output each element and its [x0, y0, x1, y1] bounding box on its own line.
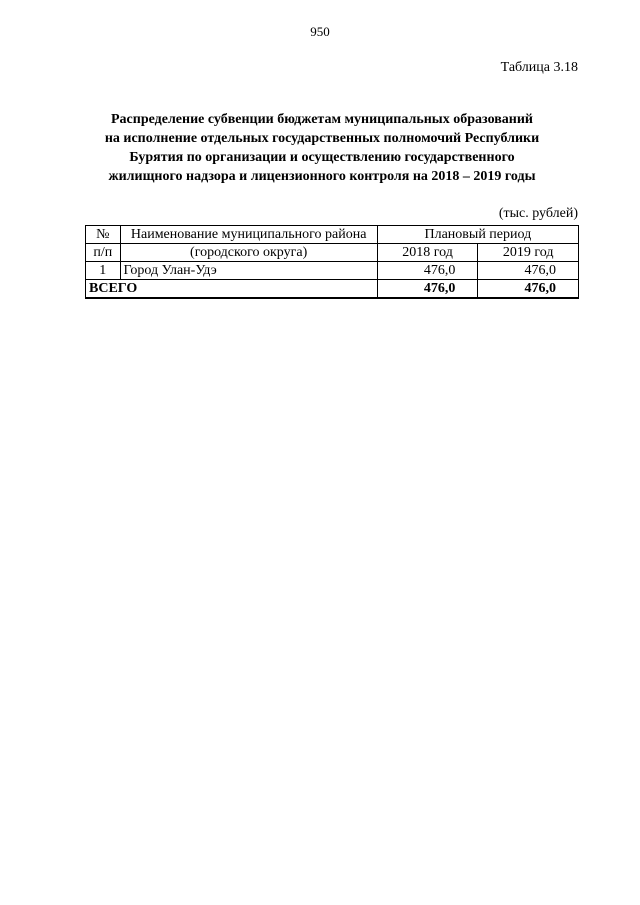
table-header-row: [86, 226, 579, 244]
units-label: (тыс. рублей): [498, 206, 578, 221]
page-number: 950: [310, 24, 330, 39]
title-line: Распределение субвенции бюджетам муниципальных образований: [111, 112, 533, 127]
title-line: на исполнение отдельных государственных полномочий Республики: [104, 131, 540, 146]
header-num-sub: п/п: [86, 244, 121, 262]
document-title: [80, 110, 564, 186]
header-year-2018: 2018 год: [377, 244, 478, 262]
title-line: жилищного надзора и лицензионного контроля на 2018 – 2019 годы: [108, 169, 536, 184]
header-name: Наименование муниципального района: [120, 226, 377, 244]
title-line: Бурятия по организации и осуществлению государственного: [129, 150, 515, 165]
header-num: №: [86, 226, 121, 244]
row-name: Город Улан-Удэ: [120, 262, 377, 280]
row-value-2018: 476,0: [377, 262, 478, 280]
total-label: ВСЕГО: [86, 280, 378, 299]
subvention-table: [85, 225, 579, 299]
table-row: [86, 262, 579, 280]
row-num: 1: [86, 262, 121, 280]
row-value-2019: 476,0: [478, 262, 579, 280]
header-period: Плановый период: [377, 226, 578, 244]
header-name-sub: (городского округа): [120, 244, 377, 262]
table-label: Таблица 3.18: [500, 60, 578, 75]
total-value-2018: 476,0: [377, 280, 478, 299]
header-year-2019: 2019 год: [478, 244, 579, 262]
table-header-row: [86, 244, 579, 262]
total-value-2019: 476,0: [478, 280, 579, 299]
total-row: [86, 280, 579, 299]
